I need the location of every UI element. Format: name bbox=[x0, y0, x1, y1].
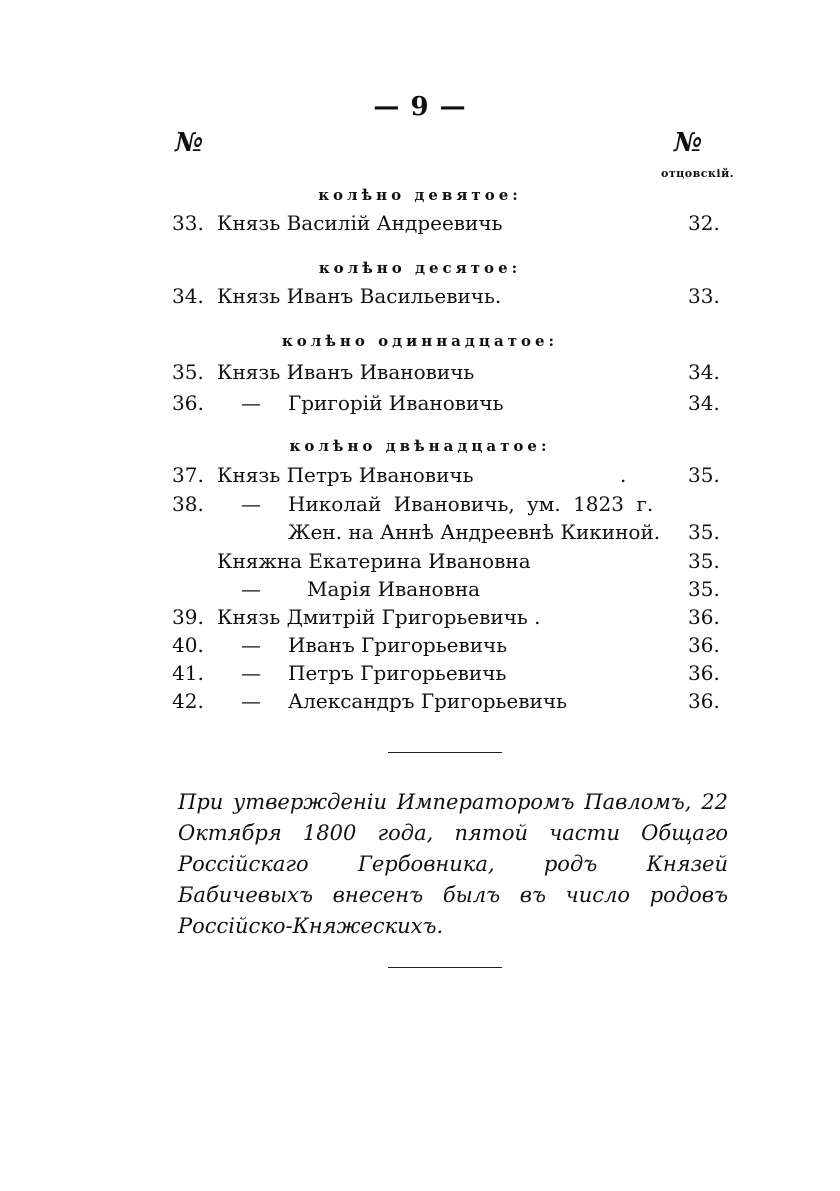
section-title: колѣно одиннадцатое: bbox=[281, 332, 559, 350]
ditto-dash: — bbox=[241, 391, 261, 415]
ditto-dash: — bbox=[241, 492, 261, 516]
entry-name: Княжна Екатерина Ивановна bbox=[217, 549, 531, 573]
ditto-dash: — bbox=[241, 661, 261, 685]
father-number: 36. bbox=[688, 661, 720, 685]
father-number: 34. bbox=[688, 360, 720, 384]
genealogy-row bbox=[0, 211, 840, 241]
section-title: колѣно десятое: bbox=[318, 259, 522, 277]
father-number: 36. bbox=[688, 605, 720, 629]
entry-name: Князь Иванъ Ивановичь bbox=[217, 360, 475, 384]
ditto-dash: — bbox=[241, 577, 261, 601]
entry-number: 41. bbox=[172, 661, 204, 685]
entry-number: 42. bbox=[172, 689, 204, 713]
genealogy-row bbox=[0, 520, 840, 550]
section-title: колѣно девятое: bbox=[318, 186, 522, 204]
page-number: — 9 — bbox=[373, 92, 467, 122]
ditto-dash: — bbox=[241, 633, 261, 657]
entry-name: Иванъ Григорьевичь bbox=[288, 633, 508, 657]
father-number-column-header: № bbox=[674, 128, 703, 158]
father-number: 35. bbox=[688, 520, 720, 544]
father-number: 35. bbox=[688, 577, 720, 601]
father-number: 35. bbox=[688, 549, 720, 573]
leader-dot: . bbox=[620, 463, 627, 487]
father-column-subheader: отцовскій. bbox=[661, 167, 735, 180]
father-number: 32. bbox=[688, 211, 720, 235]
entry-number: 33. bbox=[172, 211, 204, 235]
number-column-header: № bbox=[175, 128, 204, 158]
entry-name: Петръ Григорьевичь bbox=[288, 661, 507, 685]
father-number: 36. bbox=[688, 689, 720, 713]
genealogy-row bbox=[0, 284, 840, 314]
father-number: 35. bbox=[688, 463, 720, 487]
genealogy-row bbox=[0, 577, 840, 607]
entry-name: Григорій Ивановичь bbox=[288, 391, 504, 415]
genealogy-row bbox=[0, 661, 840, 691]
entry-number: 40. bbox=[172, 633, 204, 657]
entry-name: Жен. на Аннѣ Андреевнѣ Кикиной. bbox=[288, 520, 661, 544]
entry-name: Князь Василій Андреевичь bbox=[217, 211, 503, 235]
genealogy-row bbox=[0, 633, 840, 663]
genealogy-row bbox=[0, 463, 840, 493]
entry-name: Князь Иванъ Васильевичь. bbox=[217, 284, 502, 308]
closing-note: При утвержденіи Императоромъ Павломъ, 22 Октября 1800 года, пятой части Общаго Россійскаго Гербовника, родъ Князей Бабичевыхъ внесенъ былъ въ число родовъ Россійско-Княжескихъ. bbox=[178, 790, 728, 938]
entry-number: 38. bbox=[172, 492, 204, 516]
entry-number: 35. bbox=[172, 360, 204, 384]
separator-rule bbox=[388, 967, 502, 968]
entry-name: Александръ Григорьевичь bbox=[288, 689, 567, 713]
genealogy-row bbox=[0, 360, 840, 390]
ditto-dash: — bbox=[241, 689, 261, 713]
entry-name: Князь Петръ Ивановичь bbox=[217, 463, 474, 487]
father-number: 36. bbox=[688, 633, 720, 657]
genealogy-row bbox=[0, 689, 840, 719]
section-title: колѣно двѣнадцатое: bbox=[289, 437, 551, 455]
entry-name: Марія Ивановна bbox=[307, 577, 481, 601]
genealogy-row bbox=[0, 549, 840, 579]
genealogy-row bbox=[0, 605, 840, 635]
father-number: 33. bbox=[688, 284, 720, 308]
genealogy-row bbox=[0, 391, 840, 421]
father-number: 34. bbox=[688, 391, 720, 415]
entry-number: 36. bbox=[172, 391, 204, 415]
entry-name: Николай Ивановичь, ум. 1823 г. bbox=[288, 492, 654, 516]
entry-number: 39. bbox=[172, 605, 204, 629]
entry-number: 34. bbox=[172, 284, 204, 308]
entry-number: 37. bbox=[172, 463, 204, 487]
entry-name: Князь Дмитрій Григорьевичь . bbox=[217, 605, 541, 629]
separator-rule bbox=[388, 752, 502, 753]
genealogy-row bbox=[0, 492, 840, 522]
